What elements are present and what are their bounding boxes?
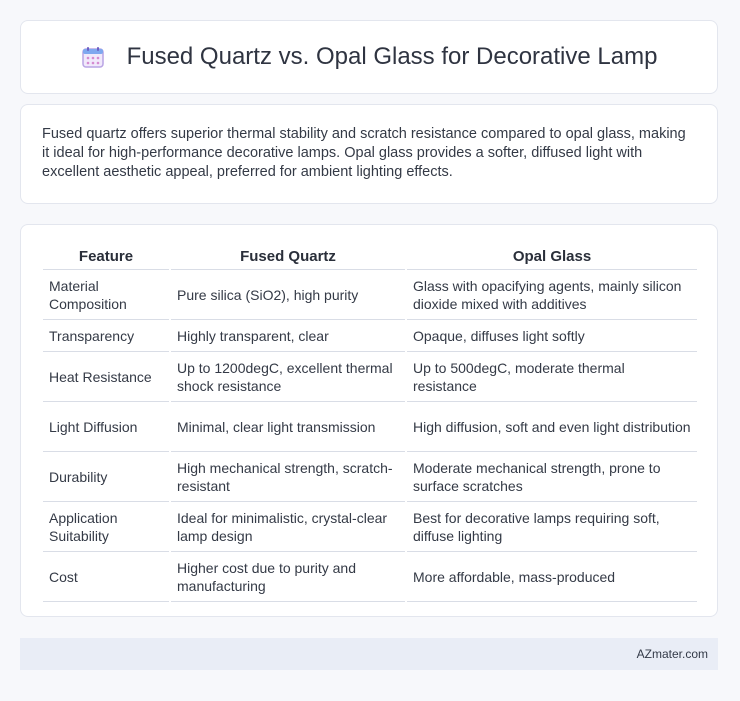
feature-cell: Material Composition [43,270,169,320]
opal-glass-cell: Moderate mechanical strength, prone to surface scratches [407,452,697,502]
header-fused-quartz: Fused Quartz [171,245,405,270]
opal-glass-cell: Up to 500degC, moderate thermal resistance [407,352,697,402]
opal-glass-cell: Best for decorative lamps requiring soft, diffuse lighting [407,502,697,552]
fused-quartz-cell: Up to 1200degC, excellent thermal shock resistance [171,352,405,402]
opal-glass-cell: High diffusion, soft and even light distribution [407,402,697,452]
fused-quartz-cell: Higher cost due to purity and manufacturing [171,552,405,602]
feature-cell: Cost [43,552,169,602]
fused-quartz-cell: High mechanical strength, scratch-resistant [171,452,405,502]
fused-quartz-cell: Minimal, clear light transmission [171,402,405,452]
feature-cell: Light Diffusion [43,402,169,452]
opal-glass-cell: Opaque, diffuses light softly [407,320,697,352]
feature-cell: Application Suitability [43,502,169,552]
table-row [43,352,697,402]
table-row [43,502,697,552]
table-header-row [43,245,697,270]
table-row [43,402,697,452]
table-row [43,270,697,320]
opal-glass-cell: Glass with opacifying agents, mainly silicon dioxide mixed with additives [407,270,697,320]
fused-quartz-cell: Ideal for minimalistic, crystal-clear lamp design [171,502,405,552]
table-row [43,452,697,502]
feature-cell: Durability [43,452,169,502]
calendar-icon [81,45,105,69]
footer-brand: AZmater.com [636,647,708,661]
title-card [20,20,718,94]
summary-card [20,104,718,204]
fused-quartz-cell: Highly transparent, clear [171,320,405,352]
opal-glass-cell: More affordable, mass-produced [407,552,697,602]
summary-text: Fused quartz offers superior thermal stability and scratch resistance compared to opal glass, making it ideal for high-performance decorative lamps. Opal glass provides a softer, diffused light with excellent aesthetic appeal, preferred for ambient lighting effects. [42,126,686,180]
comparison-table [41,245,699,602]
feature-cell: Transparency [43,320,169,352]
footer [20,638,718,670]
comparison-table-card [20,224,718,617]
feature-cell: Heat Resistance [43,352,169,402]
page-title: Fused Quartz vs. Opal Glass for Decorative Lamp [126,43,658,70]
table-row [43,320,697,352]
fused-quartz-cell: Pure silica (SiO2), high purity [171,270,405,320]
header-opal-glass: Opal Glass [407,245,697,270]
table-row [43,552,697,602]
header-feature: Feature [43,245,169,270]
